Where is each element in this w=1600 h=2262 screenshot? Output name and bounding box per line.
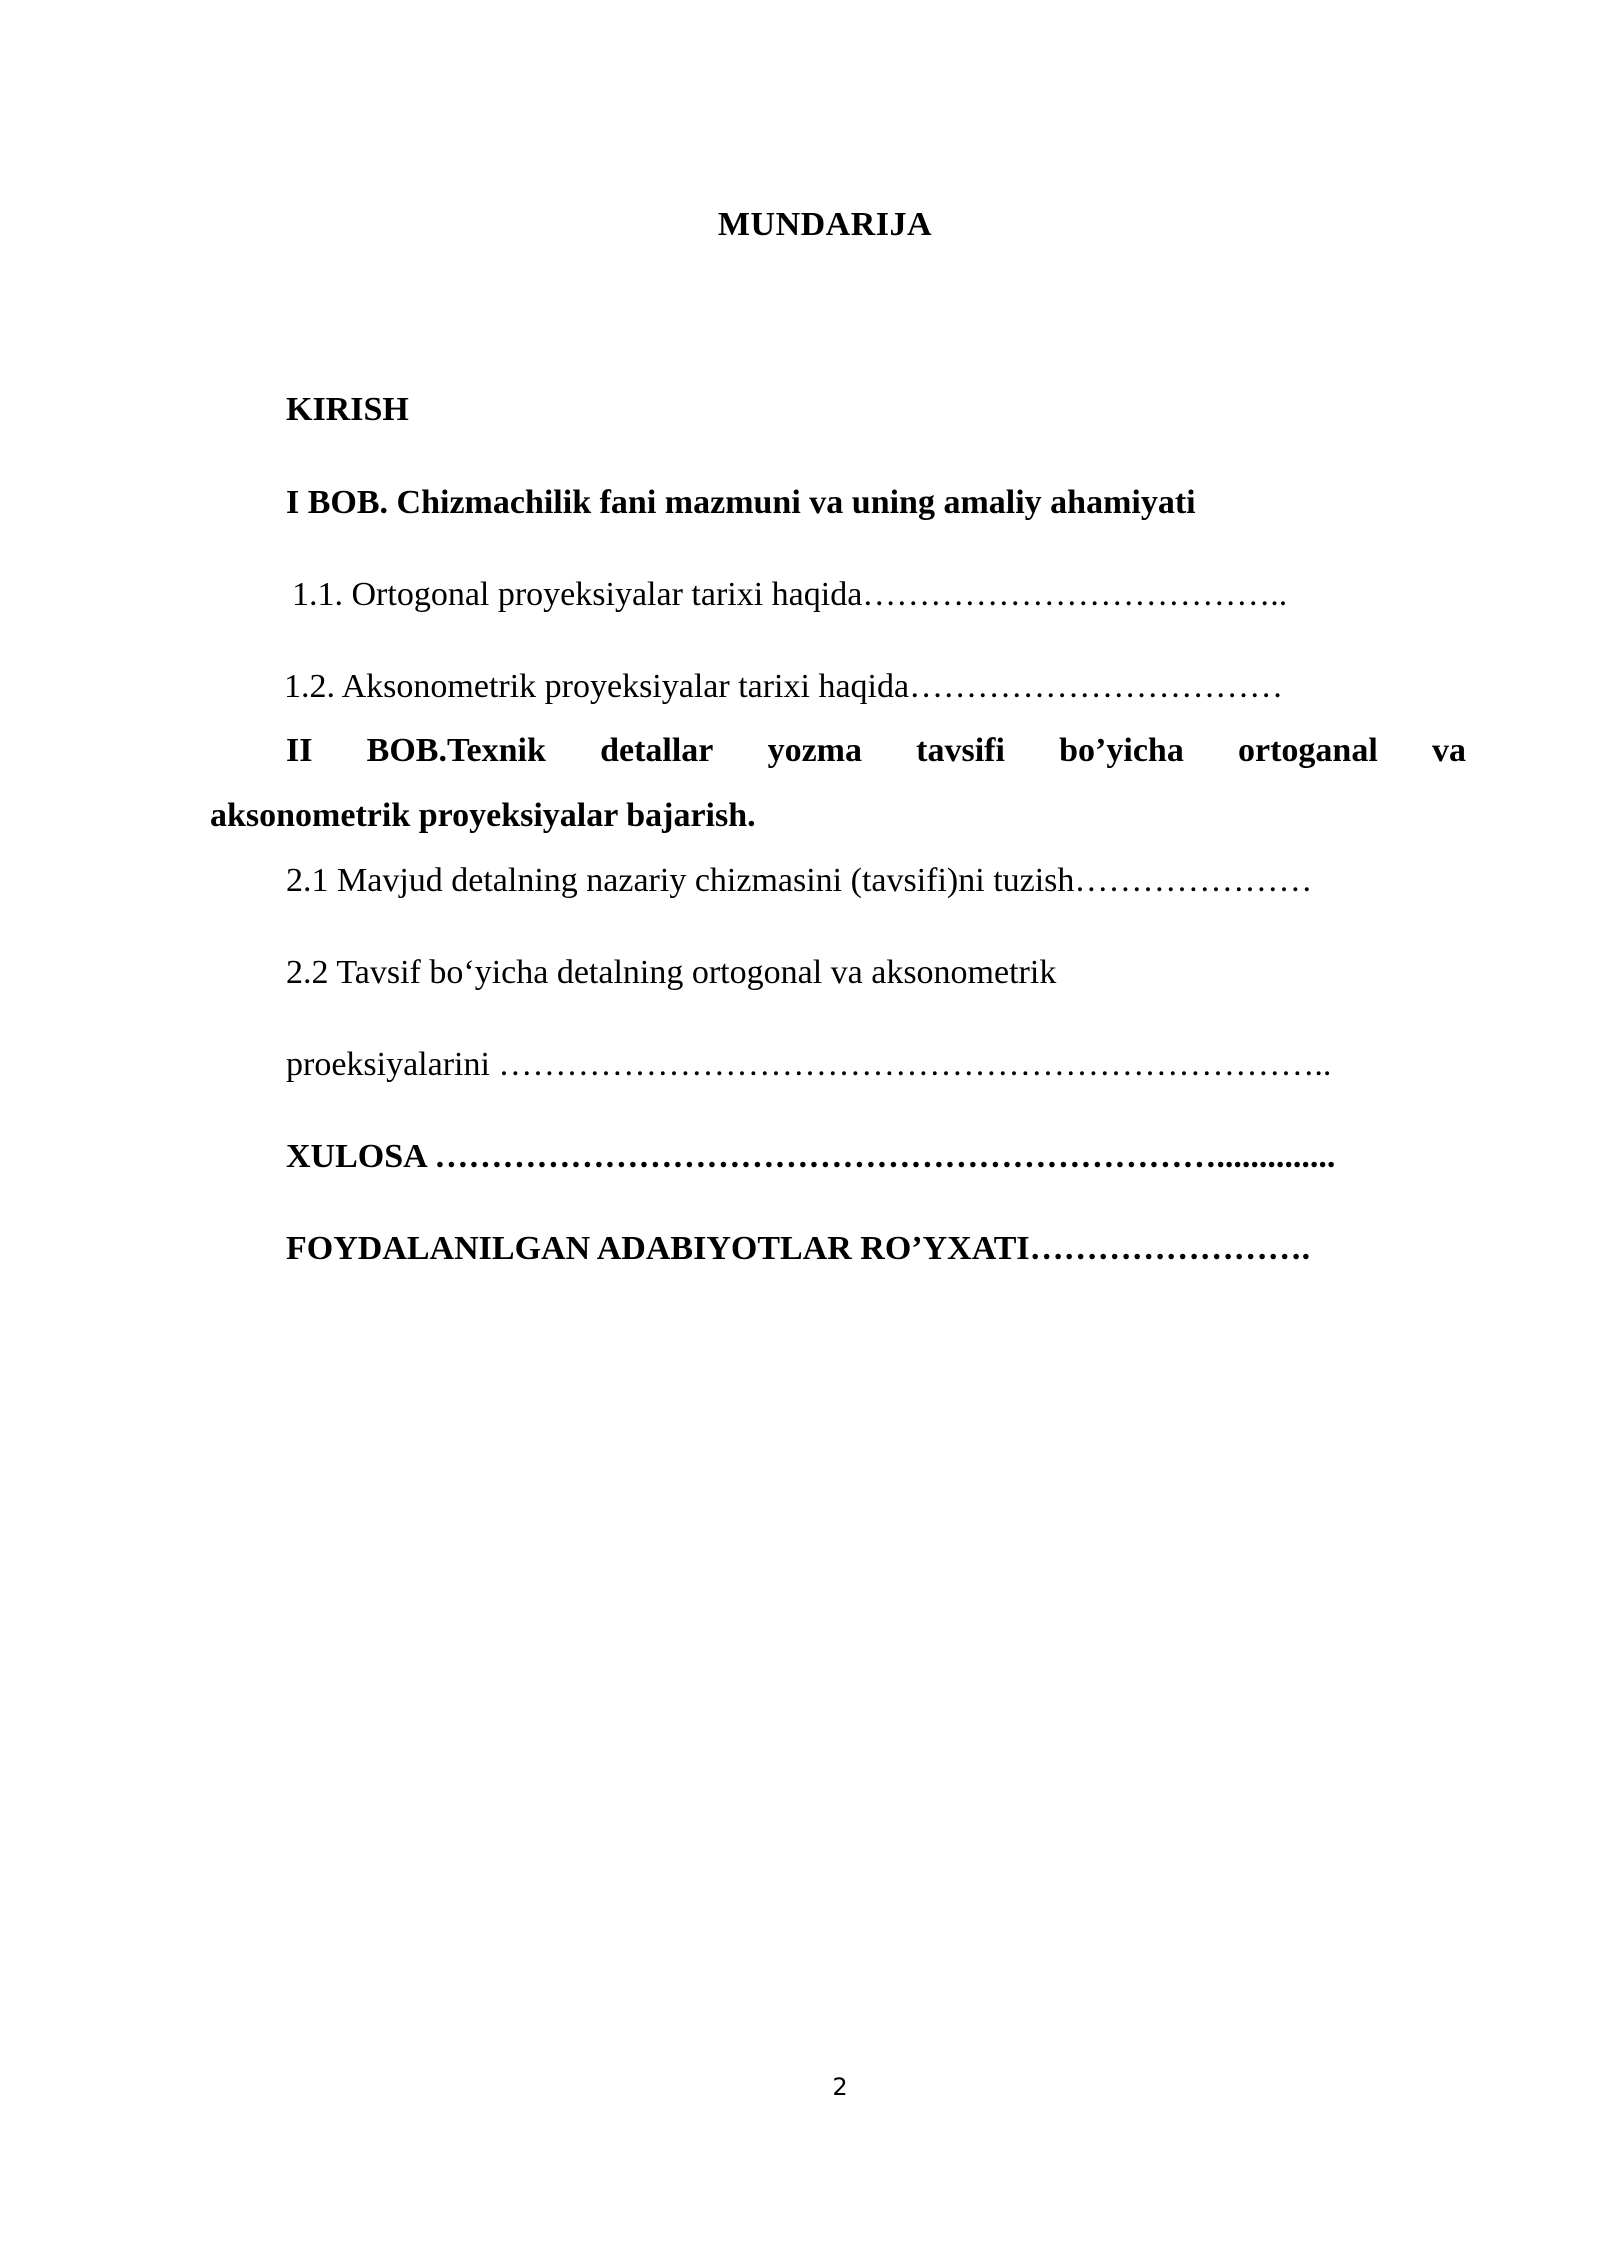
toc-chapter-2-word: ortoganal [1238, 732, 1378, 769]
toc-item-2-2-line-2: proeksiyalarini ……………………………………………………………….. [286, 1046, 1332, 1083]
toc-xulosa: XULOSA …………………………………………………………….............. [286, 1138, 1336, 1175]
toc-chapter-2-line-1 [286, 732, 1466, 770]
toc-item-1-1: 1.1. Ortogonal proyeksiyalar tarixi haqida……………………………….. [292, 576, 1288, 613]
toc-chapter-1: I BOB. Chizmachilik fani mazmuni va uning amaliy ahamiyati [286, 484, 1196, 521]
page-title: MUNDARIJA [717, 206, 933, 243]
toc-chapter-2-word: bo’yicha [1059, 732, 1184, 769]
toc-chapter-2-word: detallar [600, 732, 714, 769]
toc-kirish: KIRISH [286, 391, 409, 428]
toc-item-2-1: 2.1 Mavjud detalning nazariy chizmasini (tavsifi)ni tuzish………………… [286, 862, 1313, 899]
toc-item-1-2: 1.2. Aksonometrik proyeksiyalar tarixi haqida…………………………… [284, 668, 1284, 705]
toc-chapter-2-word: II [286, 732, 313, 769]
toc-references: FOYDALANILGAN ADABIYOTLAR RO’YXATI……………………. [286, 1230, 1311, 1267]
toc-chapter-2-word: BOB.Texnik [366, 732, 546, 769]
toc-chapter-2-line-2: aksonometrik proyeksiyalar bajarish. [210, 797, 756, 834]
page-number: 2 [832, 2073, 848, 2101]
toc-chapter-2-word: va [1431, 732, 1466, 769]
toc-chapter-2-word: yozma [767, 732, 862, 769]
toc-chapter-2-word: tavsifi [916, 732, 1005, 769]
toc-item-2-2-line-1: 2.2 Tavsif bo‘yicha detalning ortogonal va aksonometrik [286, 954, 1057, 991]
